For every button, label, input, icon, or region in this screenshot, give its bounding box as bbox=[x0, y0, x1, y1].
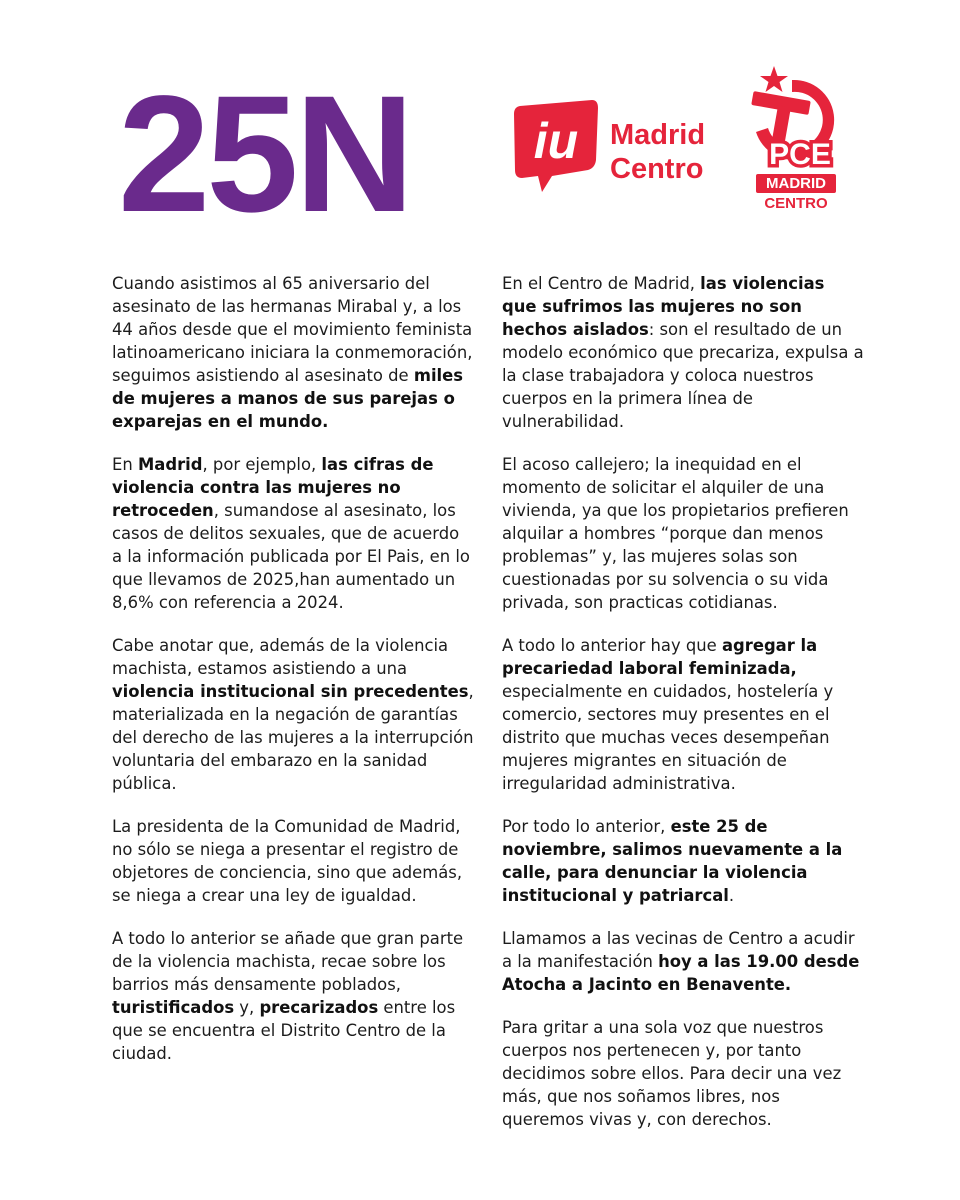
bold-text: miles de mujeres a manos de sus parejas o exparejas en el mundo. bbox=[112, 366, 464, 431]
text-segment: Por todo lo anterior, bbox=[502, 817, 671, 836]
bold-text: las violencias que sufrimos las mujeres no son hechos aislados bbox=[502, 274, 825, 339]
text-segment: especialmente en cuidados, hostelería y comercio, sectores muy presentes en el distrito que muchas veces desempeñan mujeres migrantes en situación de irregularidad administrativa. bbox=[502, 682, 834, 793]
paragraph bbox=[112, 272, 474, 433]
text-segment: : son el resultado de un modelo económico que precariza, expulsa a la clase trabajadora y coloca nuestros cuerpos en la primera línea de vulnerabilidad. bbox=[502, 320, 864, 431]
text-segment: La presidenta de la Comunidad de Madrid, no sólo se niega a presentar el registro de objetores de conciencia, sino que además, se niega a crear una ley de igualdad. bbox=[112, 817, 463, 905]
paragraph bbox=[112, 634, 474, 795]
page-title: 25N bbox=[118, 62, 411, 247]
pce-emblem-text: PCE bbox=[769, 138, 831, 171]
text-segment: El acoso callejero; la inequidad en el momento de solicitar el alquiler de una vivienda, ya que los propietarios prefieren alquilar a hombres “porque dan menos problemas” y, las mujeres solas son cuestionadas por su solvencia o su vida privada, son practicas cotidianas. bbox=[502, 455, 849, 612]
paragraph bbox=[502, 927, 864, 996]
bold-text: violencia institucional sin precedentes bbox=[112, 682, 469, 701]
bold-text: este 25 de noviembre, salimos nuevamente a la calle, para denunciar la violencia institucional y patriarcal bbox=[502, 817, 843, 905]
text-segment: , por ejemplo, bbox=[202, 455, 322, 474]
paragraph bbox=[502, 1016, 864, 1131]
pce-madrid-centro-logo bbox=[742, 66, 850, 212]
text-segment: Cuando asistimos al 65 aniversario del asesinato de las hermanas Mirabal y, a los 44 años desde que el movimiento feminista latinoamericano iniciara la conmemoración, seguimos asistiendo al asesinato de bbox=[112, 274, 473, 385]
pce-logo-line1: MADRID bbox=[756, 174, 836, 193]
paragraph bbox=[502, 272, 864, 433]
text-segment: entre los que se encuentra el Distrito Centro de la ciudad. bbox=[112, 998, 456, 1063]
paragraph bbox=[502, 634, 864, 795]
text-segment: y, bbox=[234, 998, 260, 1017]
text-segment: A todo lo anterior hay que bbox=[502, 636, 722, 655]
bold-text: las cifras de violencia contra las mujeres no retroceden bbox=[112, 455, 434, 520]
left-column bbox=[112, 272, 474, 1085]
iu-glyph: iu bbox=[533, 113, 579, 169]
bold-text: turistificados bbox=[112, 998, 235, 1017]
bold-text: hoy a las 19.00 desde Atocha a Jacinto en Benavente. bbox=[502, 952, 860, 994]
right-column bbox=[502, 272, 864, 1151]
paragraph bbox=[502, 453, 864, 614]
hammer-sickle-star-icon bbox=[742, 66, 850, 174]
text-segment: A todo lo anterior se añade que gran parte de la violencia machista, recae sobre los barrios más densamente poblados, bbox=[112, 929, 464, 994]
bold-text: precarizados bbox=[259, 998, 379, 1017]
text-segment: Cabe anotar que, además de la violencia machista, estamos asistiendo a una bbox=[112, 636, 449, 678]
paragraph bbox=[112, 815, 474, 907]
bold-text: agregar la precariedad laboral feminizada, bbox=[502, 636, 818, 678]
paragraph bbox=[112, 927, 474, 1065]
iu-logo-line2: Centro bbox=[610, 153, 704, 185]
text-segment: , materializada en la negación de garantías del derecho de las mujeres a la interrupción voluntaria del embarazo en la sanidad pública. bbox=[112, 682, 474, 793]
iu-logo-icon bbox=[512, 100, 600, 192]
text-segment: , sumandose al asesinato, los casos de delitos sexuales, que de acuerdo a la información publicada por El Pais, en lo que llevamos de 2025,han aumentado un 8,6% con referencia a 2024. bbox=[112, 501, 470, 612]
iu-madrid-centro-logo bbox=[512, 100, 712, 192]
iu-logo-line1: Madrid bbox=[610, 119, 706, 151]
bold-text: Madrid bbox=[137, 455, 203, 474]
paragraph bbox=[502, 815, 864, 907]
text-segment: En el Centro de Madrid, bbox=[502, 274, 701, 293]
pce-logo-line2: CENTRO bbox=[764, 195, 828, 212]
paragraph bbox=[112, 453, 474, 614]
text-segment: Para gritar a una sola voz que nuestros cuerpos nos pertenecen y, por tanto decidimos sobre ellos. Para decir una vez más, que nos soñamos libres, nos queremos vivas y, con derechos. bbox=[502, 1018, 842, 1129]
text-segment: En bbox=[112, 455, 138, 474]
text-segment: . bbox=[728, 886, 735, 905]
iu-logo-text bbox=[610, 118, 705, 186]
text-segment: Llamamos a las vecinas de Centro a acudir a la manifestación bbox=[502, 929, 855, 971]
